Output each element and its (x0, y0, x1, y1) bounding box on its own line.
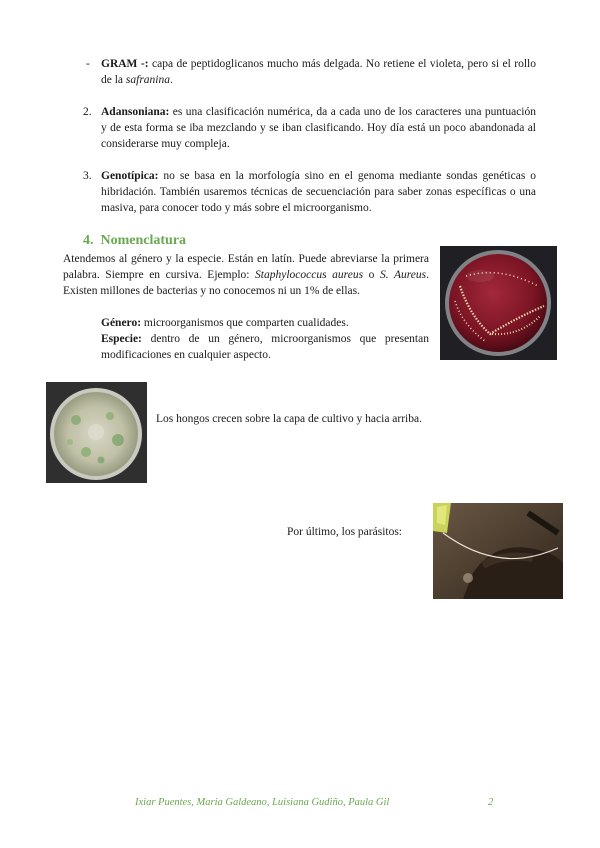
hongos-caption: Los hongos crecen sobre la capa de cultivo y hacia arriba. (156, 413, 422, 425)
petri-dish-illustration (440, 246, 557, 360)
especie-label: Especie: (101, 333, 142, 345)
parasitos-caption: Por último, los parásitos: (287, 526, 402, 538)
genero-label: Género: (101, 317, 142, 329)
page-number: 2 (488, 797, 494, 808)
especie-definition: Especie: dentro de un género, microorganismos que presentan modificaciones en cualquier aspecto. (101, 333, 429, 361)
adansoniana-paragraph: Adansoniana: es una clasificación numérica, da a cada uno de los caracteres una puntuación y de esta forma se iba mezclando y se iban clasificando. Hoy día está un poco abandonada al considerarse muy compleja. (101, 106, 536, 150)
genero-definition: Género: microorganismos que comparten cualidades. (101, 317, 349, 329)
adansoniana-label: Adansoniana: (101, 106, 170, 118)
genotipica-paragraph: Genotípica: no se basa en la morfología sino en el genoma mediante sondas genéticas o hibridación. También usaremos técnicas de secuenciación para saber zonas específicas o una masiva, para conocer todo y más sobre el microorganismo. (101, 170, 536, 214)
nomenclatura-paragraph: Atendemos al género y la especie. Están en latín. Puede abreviarse la primera palabra. Siempre en cursiva. Ejemplo: Staphylococcus aureus o S. Aureus. Existen millones de bacterias y no conocemos ni un 1% de ellas. (63, 253, 429, 297)
petri-dish-blood-agar-image (440, 246, 557, 360)
parasite-extraction-image (433, 503, 563, 599)
list-marker-dash: - (86, 58, 90, 70)
list-number-2: 2. (83, 106, 92, 118)
parasite-illustration (433, 503, 563, 599)
list-number-3: 3. (83, 170, 92, 182)
section-title: Nomenclatura (100, 233, 187, 248)
section-heading (83, 233, 186, 249)
fungi-plate-illustration (46, 382, 147, 483)
gram-negative-paragraph: GRAM -: capa de peptidoglicanos mucho más delgada. No retiene el violeta, pero si el rollo de la safranina. (101, 58, 536, 86)
genotipica-label: Genotípica: (101, 170, 159, 182)
section-number: 4. (83, 233, 94, 248)
gram-label: GRAM -: (101, 58, 149, 70)
footer-authors: Ixiar Puentes, Maria Galdeano, Luisiana Gudiño, Paula Gil (135, 797, 390, 808)
fungi-culture-image (46, 382, 147, 483)
